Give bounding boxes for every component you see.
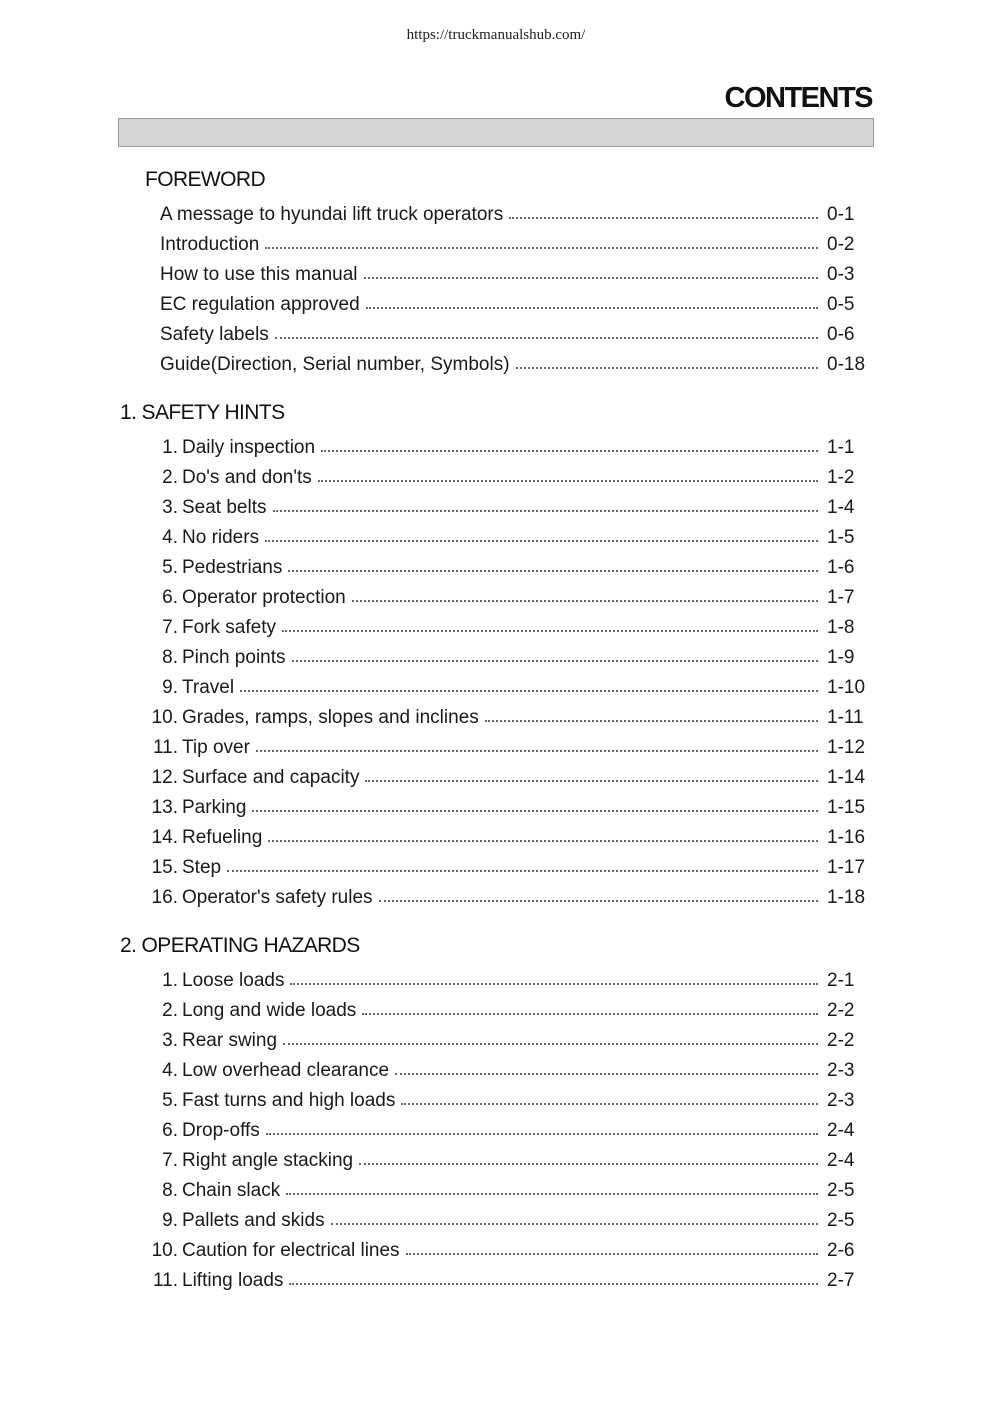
- toc-entry[interactable]: [0, 320, 992, 350]
- entry-title: Pedestrians: [182, 557, 283, 578]
- toc-entry[interactable]: [0, 583, 992, 613]
- entry-title: Rear swing: [182, 1030, 278, 1051]
- entry-page-number: 1-15: [827, 797, 866, 818]
- dot-leader: [282, 630, 818, 632]
- entry-number: 6.: [162, 1120, 178, 1141]
- toc-entry[interactable]: [0, 823, 992, 853]
- entry-page-number: 0-18: [827, 354, 866, 375]
- entry-page-number: 2-5: [827, 1180, 855, 1201]
- entry-title: Daily inspection: [182, 437, 316, 458]
- toc-entry[interactable]: [0, 996, 992, 1026]
- entry-title: Guide(Direction, Serial number, Symbols): [160, 354, 510, 375]
- entry-page-number: 2-7: [827, 1270, 855, 1291]
- entry-page-number: 1-16: [827, 827, 866, 848]
- dot-leader: [359, 1163, 818, 1165]
- dot-leader: [366, 307, 818, 309]
- dot-leader: [401, 1103, 818, 1105]
- entry-page-number: 0-2: [827, 234, 855, 255]
- entry-title: Lifting loads: [182, 1270, 284, 1291]
- entry-number: 4.: [162, 1060, 178, 1081]
- toc-entry[interactable]: [0, 1176, 992, 1206]
- entry-number: 14.: [151, 827, 178, 848]
- entry-page-number: 2-2: [827, 1030, 855, 1051]
- entry-title: Introduction: [160, 234, 260, 255]
- dot-leader: [275, 337, 818, 339]
- entry-page-number: 1-14: [827, 767, 866, 788]
- dot-leader: [288, 570, 818, 572]
- entry-page-number: 0-1: [827, 204, 855, 225]
- dot-leader: [485, 720, 818, 722]
- entry-title: Seat belts: [182, 497, 267, 518]
- dot-leader: [273, 510, 819, 512]
- entry-number: 7.: [162, 1150, 178, 1171]
- entry-page-number: 1-4: [827, 497, 855, 518]
- toc-entry[interactable]: [0, 733, 992, 763]
- entry-number: 5.: [162, 1090, 178, 1111]
- title-rule-bar: [118, 118, 874, 147]
- entry-page-number: 2-2: [827, 1000, 855, 1021]
- entry-title: Chain slack: [182, 1180, 281, 1201]
- dot-leader: [331, 1223, 818, 1225]
- entry-page-number: 0-5: [827, 294, 855, 315]
- entry-number: 10.: [151, 707, 178, 728]
- entry-page-number: 0-3: [827, 264, 855, 285]
- entry-number: 8.: [162, 1180, 178, 1201]
- entry-title: Long and wide loads: [182, 1000, 357, 1021]
- dot-leader: [286, 1193, 818, 1195]
- entry-title: Fast turns and high loads: [182, 1090, 396, 1111]
- entry-number: 8.: [162, 647, 178, 668]
- entry-page-number: 0-6: [827, 324, 855, 345]
- entry-number: 16.: [151, 887, 178, 908]
- entry-number: 2.: [162, 467, 178, 488]
- source-url: https://truckmanualshub.com/: [406, 27, 586, 43]
- entry-title: Drop-offs: [182, 1120, 260, 1141]
- entry-number: 6.: [162, 587, 178, 608]
- entry-number: 4.: [162, 527, 178, 548]
- entry-title: How to use this manual: [160, 264, 358, 285]
- entry-title: Fork safety: [182, 617, 276, 638]
- dot-leader: [290, 983, 818, 985]
- toc-entry[interactable]: [0, 793, 992, 823]
- dot-leader: [362, 1013, 818, 1015]
- entry-title: Step: [182, 857, 222, 878]
- entry-title: Loose loads: [182, 970, 285, 991]
- entry-number: 3.: [162, 497, 178, 518]
- toc-entry[interactable]: [0, 230, 992, 260]
- dot-leader: [321, 450, 818, 452]
- dot-leader: [406, 1253, 818, 1255]
- section-heading: 2. OPERATING HAZARDS: [120, 934, 360, 957]
- entry-title: Refueling: [182, 827, 263, 848]
- dot-leader: [318, 480, 818, 482]
- toc-entry[interactable]: [0, 643, 992, 673]
- entry-page-number: 1-5: [827, 527, 855, 548]
- dot-leader: [365, 780, 818, 782]
- entry-number: 9.: [162, 1210, 178, 1231]
- dot-leader: [516, 367, 818, 369]
- entry-page-number: 1-8: [827, 617, 855, 638]
- toc-entry[interactable]: [0, 260, 992, 290]
- toc-entry[interactable]: [0, 1116, 992, 1146]
- entry-title: Grades, ramps, slopes and inclines: [182, 707, 479, 728]
- dot-leader: [268, 840, 818, 842]
- toc-entry[interactable]: [0, 966, 992, 996]
- toc-entry[interactable]: [0, 553, 992, 583]
- dot-leader: [379, 900, 818, 902]
- entry-number: 5.: [162, 557, 178, 578]
- entry-title: Low overhead clearance: [182, 1060, 390, 1081]
- entry-number: 3.: [162, 1030, 178, 1051]
- entry-page-number: 1-1: [827, 437, 855, 458]
- toc-entry[interactable]: [0, 493, 992, 523]
- entry-page-number: 1-12: [827, 737, 866, 758]
- entry-page-number: 2-1: [827, 970, 855, 991]
- entry-number: 11.: [152, 737, 178, 758]
- entry-page-number: 1-6: [827, 557, 855, 578]
- entry-number: 9.: [162, 677, 178, 698]
- section-heading: 1. SAFETY HINTS: [120, 401, 285, 424]
- dot-leader: [265, 247, 818, 249]
- toc-entry[interactable]: [0, 1206, 992, 1236]
- entry-title: Do's and don'ts: [182, 467, 312, 488]
- entry-number: 1.: [162, 437, 178, 458]
- entry-number: 2.: [162, 1000, 178, 1021]
- entry-page-number: 2-4: [827, 1120, 855, 1141]
- toc-entry[interactable]: [0, 853, 992, 883]
- entry-page-number: 2-6: [827, 1240, 855, 1261]
- entry-title: Caution for electrical lines: [182, 1240, 400, 1261]
- entry-page-number: 1-10: [827, 677, 866, 698]
- entry-title: Parking: [182, 797, 247, 818]
- toc-entry[interactable]: [0, 433, 992, 463]
- dot-leader: [240, 690, 818, 692]
- section-heading: FOREWORD: [145, 168, 266, 191]
- entry-number: 15.: [151, 857, 178, 878]
- dot-leader: [265, 540, 818, 542]
- toc-entry[interactable]: [0, 523, 992, 553]
- toc-entry[interactable]: [0, 1146, 992, 1176]
- toc-entry[interactable]: [0, 883, 992, 913]
- entry-page-number: 1-7: [827, 587, 855, 608]
- toc-entry[interactable]: [0, 673, 992, 703]
- entry-title: A message to hyundai lift truck operators: [160, 204, 504, 225]
- entry-title: EC regulation approved: [160, 294, 360, 315]
- entry-page-number: 2-3: [827, 1090, 855, 1111]
- dot-leader: [283, 1043, 818, 1045]
- entry-title: Safety labels: [160, 324, 269, 345]
- toc-entry[interactable]: [0, 350, 992, 380]
- dot-leader: [266, 1133, 818, 1135]
- entry-title: Travel: [182, 677, 235, 698]
- toc-entry[interactable]: [0, 1056, 992, 1086]
- entry-page-number: 1-2: [827, 467, 855, 488]
- entry-title: Operator protection: [182, 587, 346, 608]
- toc-entry[interactable]: [0, 1086, 992, 1116]
- dot-leader: [352, 600, 818, 602]
- entry-page-number: 1-17: [827, 857, 866, 878]
- entry-page-number: 1-11: [827, 707, 864, 728]
- dot-leader: [292, 660, 818, 662]
- toc-entry[interactable]: [0, 200, 992, 230]
- entry-number: 7.: [162, 617, 178, 638]
- entry-page-number: 2-3: [827, 1060, 855, 1081]
- entry-number: 11.: [152, 1270, 178, 1291]
- entry-number: 12.: [151, 767, 178, 788]
- dot-leader: [364, 277, 819, 279]
- entry-title: Surface and capacity: [182, 767, 360, 788]
- entry-title: Pinch points: [182, 647, 286, 668]
- entry-title: Tip over: [182, 737, 250, 758]
- dot-leader: [509, 217, 818, 219]
- toc-entry[interactable]: [0, 1266, 992, 1296]
- entry-title: Pallets and skids: [182, 1210, 325, 1231]
- entry-title: No riders: [182, 527, 260, 548]
- dot-leader: [227, 870, 818, 872]
- dot-leader: [256, 750, 818, 752]
- dot-leader: [252, 810, 818, 812]
- toc-entry[interactable]: [0, 613, 992, 643]
- entry-page-number: 2-5: [827, 1210, 855, 1231]
- dot-leader: [289, 1283, 818, 1285]
- entry-number: 13.: [151, 797, 178, 818]
- toc-entry[interactable]: [0, 703, 992, 733]
- toc-entry[interactable]: [0, 1236, 992, 1266]
- entry-page-number: 1-18: [827, 887, 866, 908]
- toc-entry[interactable]: [0, 290, 992, 320]
- toc-entry[interactable]: [0, 463, 992, 493]
- page-title: CONTENTS: [724, 82, 872, 114]
- entry-page-number: 1-9: [827, 647, 855, 668]
- entry-title: Right angle stacking: [182, 1150, 354, 1171]
- dot-leader: [395, 1073, 818, 1075]
- entry-title: Operator's safety rules: [182, 887, 373, 908]
- entry-number: 10.: [151, 1240, 178, 1261]
- toc-entry[interactable]: [0, 1026, 992, 1056]
- toc-entry[interactable]: [0, 763, 992, 793]
- entry-page-number: 2-4: [827, 1150, 855, 1171]
- entry-number: 1.: [162, 970, 178, 991]
